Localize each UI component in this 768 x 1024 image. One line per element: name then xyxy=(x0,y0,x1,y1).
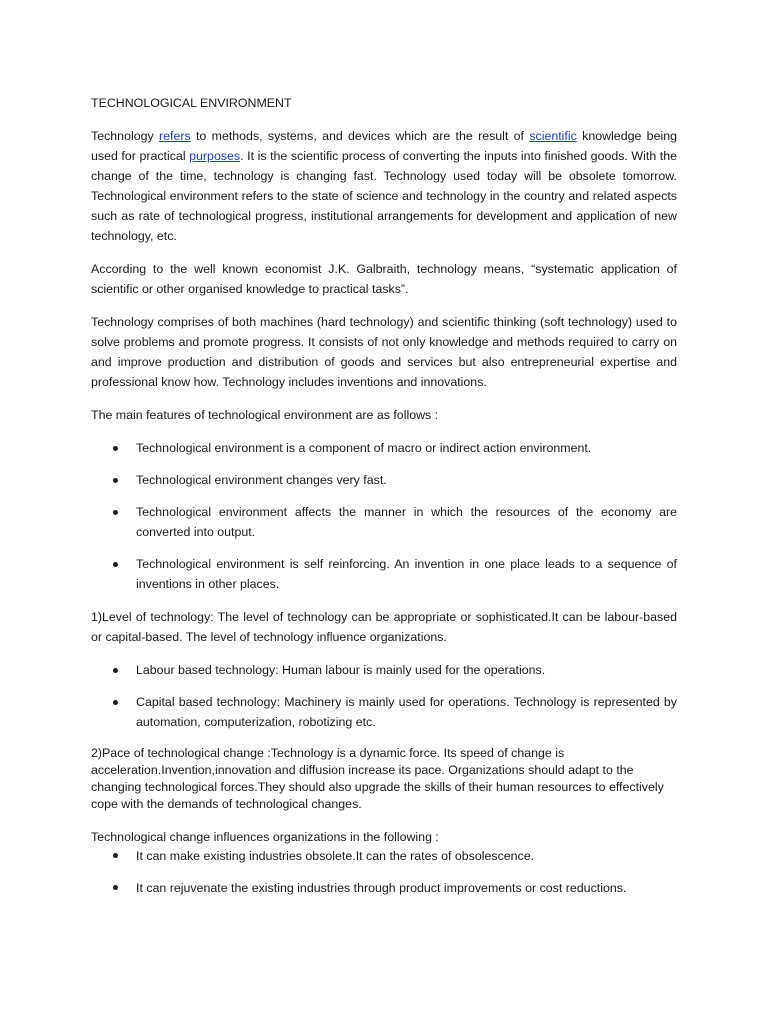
paragraph-comprises: Technology comprises of both machines (hard technology) and scientific thinking (soft technology) used to solve problems and promote progress. It consists of not only knowledge and methods required to carry on and improve production and distribution of goods and services but also entrepreneurial expertise and professional know how. Technology includes inventions and innovations. xyxy=(91,315,677,389)
bullet-icon xyxy=(113,510,118,515)
paragraph-level-of-technology: 1)Level of technology: The level of technology can be appropriate or sophisticated.It can be labour-based or capital-based. The level of technology influence organizations. xyxy=(91,610,677,644)
list-item: Technological environment changes very fast. xyxy=(91,470,677,490)
link-scientific[interactable]: scientific xyxy=(529,129,577,143)
paragraph-pace-of-change: 2)Pace of technological change :Technology is a dynamic force. Its speed of change is acceleration.Invention,innovation and diffusion increase its pace. Organizations should adapt to the changing technological forces.They should also upgrade the skills of their human resources to effectively cope with the demands of technological changes. xyxy=(91,746,664,811)
paragraph-definition: Technology refers to methods, systems, and devices which are the result of scientific knowledge being used for practical purposes. It is the scientific process of converting the inputs into finished goods. With the change of the time, technology is changing fast. Technology used today will be obsolete tomorrow. Technological environment refers to the state of science and technology in the country and related aspects such as rate of technological progress, institutional arrangements for development and application of new technology, etc. xyxy=(91,129,677,243)
list-item: Technological environment is self reinforcing. An invention in one place leads to a sequence of inventions in other places. xyxy=(91,554,677,594)
influences-list xyxy=(91,846,677,898)
bullet-icon xyxy=(113,885,118,890)
bullet-icon xyxy=(113,446,118,451)
document-title: TECHNOLOGICAL ENVIRONMENT xyxy=(91,96,292,110)
list-item: Technological environment affects the manner in which the resources of the economy are converted into output. xyxy=(91,502,677,542)
document-page xyxy=(91,93,677,911)
paragraph-features-intro: The main features of technological environment are as follows : xyxy=(91,408,439,422)
paragraph-galbraith: According to the well known economist J.K. Galbraith, technology means, “systematic application of scientific or other organised knowledge to practical tasks”. xyxy=(91,262,677,296)
bullet-icon xyxy=(113,562,118,567)
bullet-icon xyxy=(113,668,118,673)
paragraph-influences-intro: Technological change influences organizations in the following : xyxy=(91,830,439,844)
list-item: Labour based technology: Human labour is mainly used for the operations. xyxy=(91,660,677,680)
list-item: It can make existing industries obsolete.It can the rates of obsolescence. xyxy=(91,846,677,866)
features-list xyxy=(91,438,677,594)
link-purposes[interactable]: purposes xyxy=(189,149,241,163)
bullet-icon xyxy=(113,700,118,705)
bullet-icon xyxy=(113,478,118,483)
levels-list xyxy=(91,660,677,732)
list-item: Capital based technology: Machinery is mainly used for operations. Technology is represented by automation, computerization, robotizing etc. xyxy=(91,692,677,732)
link-refers[interactable]: refers xyxy=(159,129,191,143)
bullet-icon xyxy=(113,853,118,858)
list-item: Technological environment is a component of macro or indirect action environment. xyxy=(91,438,677,458)
list-item: It can rejuvenate the existing industries through product improvements or cost reductions. xyxy=(91,878,677,898)
